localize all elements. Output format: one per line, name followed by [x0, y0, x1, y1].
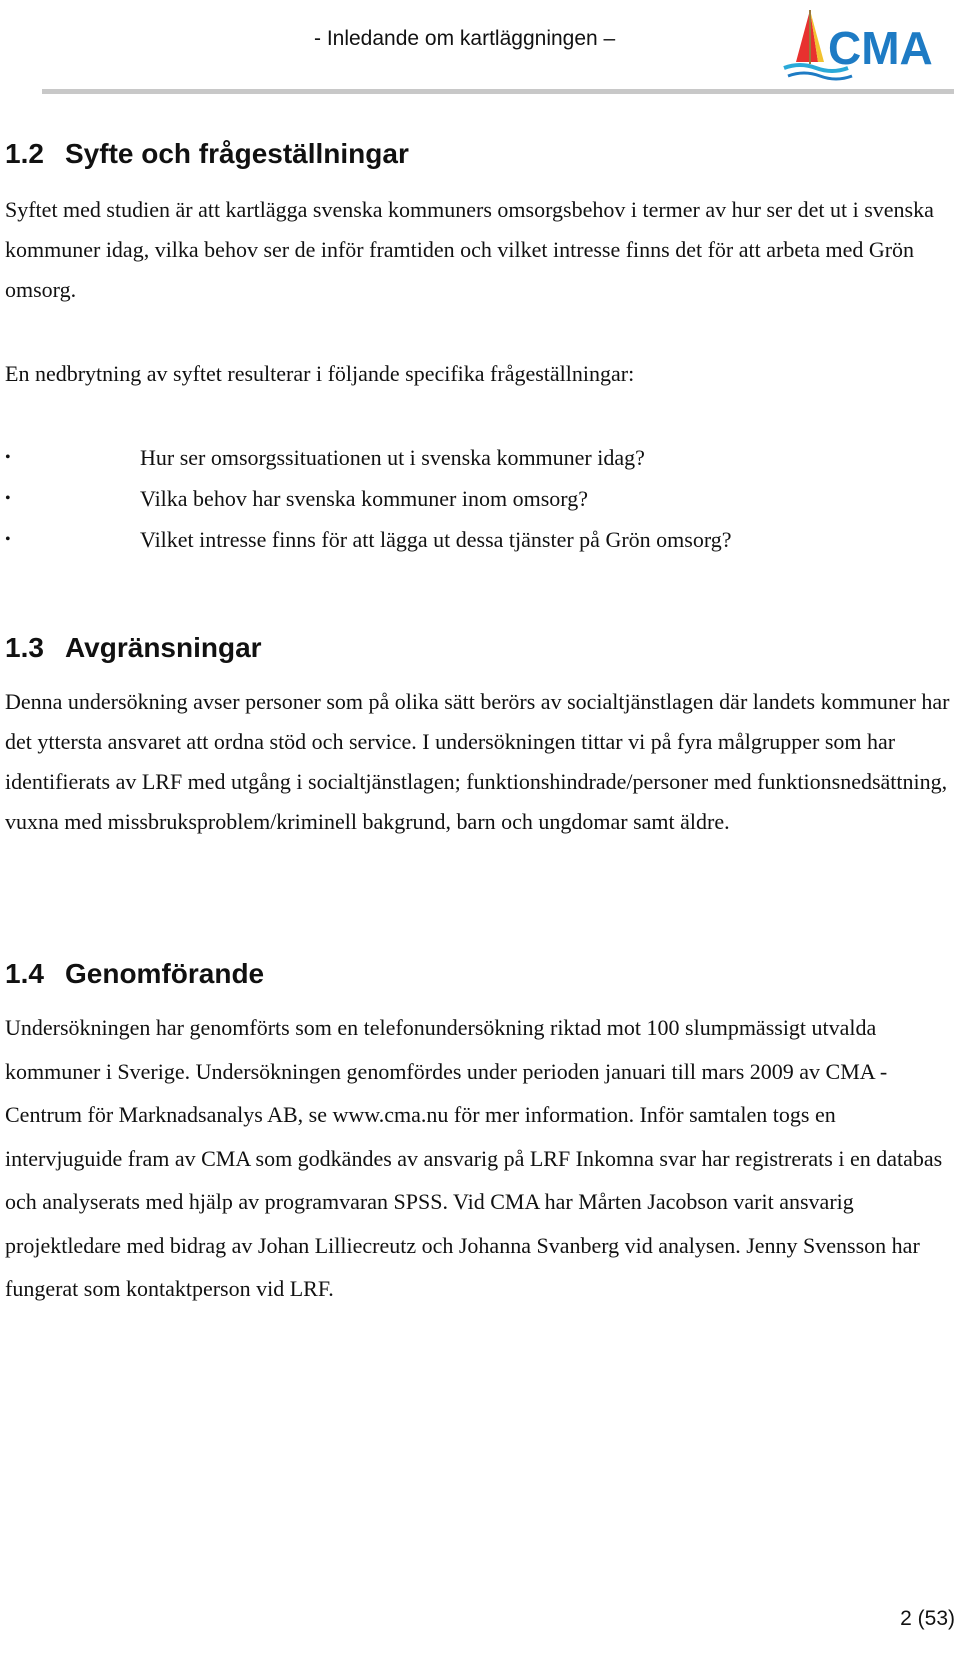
list-item-text: Hur ser omsorgssituationen ut i svenska kommuner idag?	[140, 445, 645, 470]
list-item-text: Vilket intresse finns för att lägga ut dessa tjänster på Grön omsorg?	[140, 527, 732, 552]
bullet-icon: •	[5, 490, 11, 507]
header-title: - Inledande om kartläggningen –	[314, 27, 616, 50]
list-item	[5, 519, 732, 560]
section-number: 1.3	[5, 632, 44, 663]
section-heading-1-3	[5, 632, 262, 664]
section-number: 1.4	[5, 958, 44, 989]
list-item	[5, 437, 732, 478]
section-title: Syfte och frågeställningar	[65, 138, 409, 169]
section-title: Avgränsningar	[65, 632, 262, 663]
paragraph-breakdown: En nedbrytning av syftet resulterar i följande specifika frågeställningar:	[5, 361, 635, 386]
section-number: 1.2	[5, 138, 44, 169]
paragraph-purpose: Syftet med studien är att kartlägga svenska kommuners omsorgsbehov i termer av hur ser det ut i svenska kommuner idag, vilka behov ser de inför framtiden och vilket intresse finns det för att arbeta med Grön omsorg.	[5, 197, 934, 302]
paragraph-implementation: Undersökningen har genomförts som en telefonundersökning riktad mot 100 slumpmässigt utvalda kommuner i Sverige. Undersökningen genomfördes under perioden januari till mars 2009 av CMA - Centrum för Marknadsanalys AB, se www.cma.nu för mer information. Inför samtalen togs en intervjuguide fram av CMA som godkändes av ansvarig på LRF Inkomna svar har registrerats i en databas och analyserats med hjälp av programvaran SPSS. Vid CMA har Mårten Jacobson varit ansvarig projektledare med bidrag av Johan Lilliecreutz och Johanna Svanberg vid analysen. Jenny Svensson har fungerat som kontaktperson vid LRF.	[5, 1015, 943, 1301]
question-list	[5, 437, 732, 560]
list-item-text: Vilka behov har svenska kommuner inom omsorg?	[140, 486, 588, 511]
bullet-icon: •	[5, 531, 11, 548]
bullet-icon: •	[5, 449, 11, 466]
page-number: 2 (53)	[900, 1607, 955, 1630]
header-divider	[42, 89, 954, 94]
section-heading-1-4	[5, 958, 264, 990]
logo-text: CMA	[828, 22, 933, 74]
section-heading-1-2	[5, 138, 409, 170]
paragraph-delimitations: Denna undersökning avser personer som på olika sätt berörs av socialtjänstlagen där landets kommuner har det yttersta ansvaret att ordna stöd och service. I undersökningen tittar vi på fyra målgrupper som har identifierats av LRF med utgång i socialtjänstlagen; funktionshindrade/personer med funktionsnedsättning, vuxna med missbruksproblem/kriminell bakgrund, barn och ungdomar samt äldre.	[5, 689, 950, 834]
section-title: Genomförande	[65, 958, 265, 989]
list-item	[5, 478, 732, 519]
cma-logo	[780, 4, 956, 84]
page-header	[0, 0, 960, 100]
